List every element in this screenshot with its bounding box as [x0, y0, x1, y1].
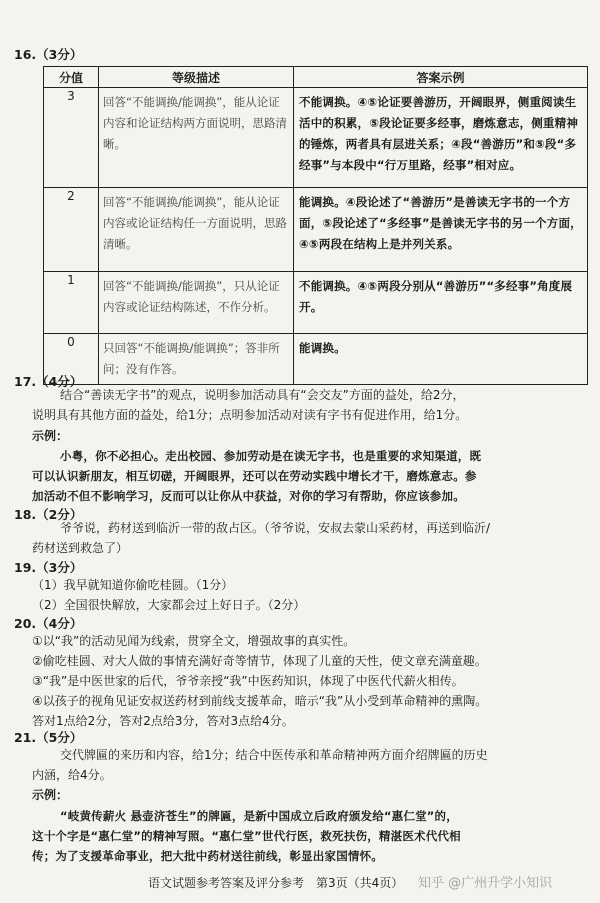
- page-footer: 语文试题参考答案及评分参考 第3页（共4页）: [148, 876, 404, 890]
- row-score: 2: [44, 188, 99, 272]
- q21-example-label: 示例：: [32, 788, 69, 802]
- header-score: 分值: [44, 67, 99, 88]
- q21-example-1: “岐黄传薪火 悬壶济苍生”的牌匾，是新中国成立后政府颁发给“惠仁堂”的，: [60, 809, 458, 823]
- row-score: 0: [44, 334, 99, 385]
- table-row: [44, 334, 588, 385]
- table-row: [44, 88, 588, 188]
- q21-example-2: 这十个字是“惠仁堂”的精神写照。“惠仁堂”世代行医，救死扶伤，精湛医术代代相: [32, 829, 461, 843]
- row-score: 1: [44, 272, 99, 334]
- q20-point-4: ④以孩子的视角见证安叔送药材到前线支援革命，暗示“我”从小受到革命精神的熏陶。: [32, 694, 488, 708]
- row-description: 只回答“不能调换/能调换”；答非所问；没有作答。: [99, 334, 294, 385]
- q17-example-1: 小粤，你不必担心。走出校园、参加劳动是在读无字书，也是重要的求知渠道，既: [60, 449, 482, 463]
- row-answer: 不能调换。④⑤两段分别从“善游历”“多经事”角度展开。: [294, 272, 588, 334]
- q19-answer-2: （2）全国很快解放，大家都会过上好日子。（2分）: [32, 598, 306, 612]
- row-description: 回答“不能调换/能调换”，能从论证内容和论证结构两方面说明，思路清晰。: [99, 88, 294, 188]
- table-row: [44, 188, 588, 272]
- q20-point-3: ③“我”是中医世家的后代，爷爷亲授“我”中医药知识，体现了中医代代薪火相传。: [32, 674, 464, 688]
- row-description: 回答“不能调换/能调换”，能从论证内容或论证结构任一方面说明，思路清晰。: [99, 188, 294, 272]
- q20-point-2: ②偷吃桂圆、对大人做的事情充满好奇等情节，体现了儿童的天性，使文章充满童趣。: [32, 654, 487, 668]
- q18-label: 18.（2分）: [14, 507, 83, 522]
- q21-criteria-1: 交代牌匾的来历和内容，给1分；结合中医传承和革命精神两方面介绍牌匾的历史: [60, 748, 488, 762]
- q18-line-2: 药材送到救急了）: [32, 541, 129, 555]
- q19-label: 19.（3分）: [14, 560, 83, 575]
- q17-criteria-1: 结合“善读无字书”的观点，说明参加活动具有“会交友”方面的益处，给2分，: [60, 388, 465, 402]
- q20-scoring: 答对1点给2分，答对2点给3分，答对3点给4分。: [32, 714, 294, 728]
- row-score: 3: [44, 88, 99, 188]
- q16-grading-table: [43, 66, 588, 385]
- q17-example-2: 可以认识新朋友，相互切磋，开阔眼界，还可以在劳动实践中增长才干，磨炼意志。参: [32, 469, 477, 483]
- q17-criteria-2: 说明具有其他方面的益处，给1分；点明参加活动对读有字书有促进作用，给1分。: [32, 408, 468, 422]
- row-answer: 能调换。④段论述了“善游历”是善读无字书的一个方面，⑤段论述了“多经事”是善读无字书的另一个方面，④⑤两段在结构上是并列关系。: [294, 188, 588, 272]
- row-answer: 能调换。: [294, 334, 588, 385]
- q20-label: 20.（4分）: [14, 616, 83, 631]
- q17-label: 17.（4分）: [14, 374, 83, 389]
- q19-answer-1: （1）我早就知道你偷吃桂圆。（1分）: [32, 578, 234, 592]
- q20-point-1: ①以“我”的活动见闻为线索，贯穿全文，增强故事的真实性。: [32, 634, 356, 648]
- header-example: 答案示例: [294, 67, 588, 88]
- q17-example-label: 示例：: [32, 429, 69, 443]
- q21-criteria-2: 内涵，给4分。: [32, 768, 112, 782]
- q17-example-3: 加活动不但不影响学习，反而可以让你从中获益，对你的学习有帮助，你应该参加。: [32, 489, 465, 503]
- table-header-row: [44, 67, 588, 88]
- q16-label: 16.（3分）: [14, 47, 83, 62]
- table-row: [44, 272, 588, 334]
- zhihu-watermark: 知乎 @广州升学小知识: [418, 876, 553, 891]
- row-description: 回答“不能调换/能调换”，只从论证内容或论证结构陈述，不作分析。: [99, 272, 294, 334]
- q18-line-1: 爷爷说，药材送到临沂一带的敌占区。（爷爷说，安叔去蒙山采药材，再送到临沂/: [60, 521, 491, 535]
- row-answer: 不能调换。④⑤论证要善游历，开阔眼界，侧重阅读生活中的积累，⑤段论证要多经事，磨炼意志，侧重精神的锤炼，两者具有层进关系；④段“善游历”和⑤段“多经事”与本段中“行万里路，经事”相对应。: [294, 88, 588, 188]
- q21-label: 21.（5分）: [14, 730, 83, 745]
- q21-example-3: 传；为了支援革命事业，把大批中药材送往前线，彰显出家国情怀。: [32, 849, 383, 863]
- header-level: 等级描述: [99, 67, 294, 88]
